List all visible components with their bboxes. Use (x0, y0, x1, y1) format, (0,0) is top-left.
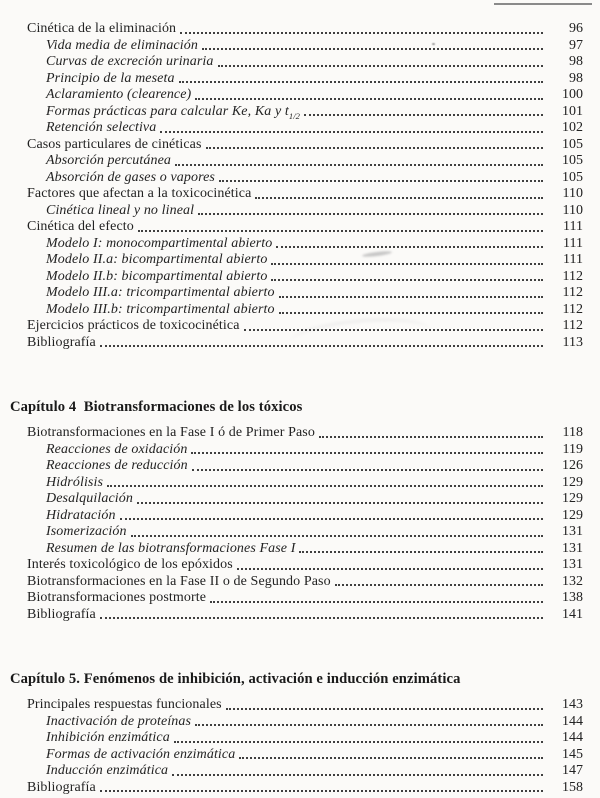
toc-entry-label: Cinética lineal y no lineal (46, 202, 195, 218)
toc-entry (27, 153, 583, 170)
toc-entry-title (46, 508, 116, 525)
toc-entry-title (46, 236, 272, 253)
toc-entry-title (46, 252, 267, 269)
toc-entry-label: Bibliografía (27, 779, 96, 795)
toc-entry-label: Casos particulares de cinéticas (27, 136, 202, 152)
page-number: 112 (562, 301, 583, 317)
dot-leader (179, 81, 543, 83)
toc-entry-title (46, 170, 215, 187)
toc-entry (27, 203, 583, 220)
toc-entry-title (46, 730, 170, 747)
toc-entry-label: Retención selectiva (46, 120, 157, 135)
page-number: 118 (562, 425, 583, 440)
toc-entry (27, 747, 583, 764)
toc-entry (27, 524, 583, 541)
toc-entry-title (46, 38, 198, 55)
toc-entry (27, 236, 583, 253)
toc-entry-label: Cinética del efecto (27, 219, 134, 234)
page-number: 101 (562, 103, 583, 119)
toc-entry-title (46, 153, 171, 170)
toc-entry (27, 21, 583, 38)
page-number: 105 (562, 153, 583, 168)
toc-entry-label: Cinética de la eliminación (27, 21, 177, 36)
dot-leader (226, 708, 543, 710)
toc-entry-title (46, 524, 127, 541)
toc-entry (27, 730, 583, 747)
page-number: 98 (569, 54, 583, 69)
dot-leader (279, 312, 543, 314)
toc-entry-title (46, 763, 168, 780)
toc-entry-title (46, 475, 103, 492)
toc-entry-title (46, 54, 214, 71)
page-number: 100 (562, 87, 583, 102)
toc-entry (27, 780, 583, 797)
toc-entry (27, 607, 583, 624)
page-number: 129 (562, 474, 583, 490)
dot-leader (138, 230, 543, 232)
toc-entry-title (46, 302, 275, 319)
toc-entry-label: Ejercicios prácticos de toxicocinética (27, 318, 240, 333)
toc-entry-label: Biotransformaciones en la Fase II o de Segundo Paso (27, 573, 331, 589)
toc-entry-title (27, 137, 202, 154)
toc-entry-title (46, 120, 156, 137)
dot-leader (206, 147, 543, 149)
toc-entry-label: Hidrólisis (46, 474, 104, 490)
toc-entry-title (27, 425, 315, 442)
toc-entry-label: Factores que afectan a la toxicocinética (27, 186, 252, 201)
page-number: 119 (562, 441, 583, 457)
toc-section (10, 398, 583, 623)
page-number: 144 (562, 730, 583, 745)
toc-entry (27, 186, 583, 203)
toc-entry (27, 71, 583, 88)
toc-entry-label: Interés toxicológico de los epóxidos (27, 557, 233, 572)
page-number: 126 (562, 458, 583, 473)
dot-leader (195, 724, 543, 726)
toc-entry (27, 425, 583, 442)
toc-entry (27, 269, 583, 286)
toc-entry-title (46, 269, 267, 286)
dot-leader (100, 345, 543, 347)
dot-leader (160, 131, 543, 133)
toc-entry (27, 442, 583, 459)
toc-entry-title (46, 87, 191, 104)
dot-leader (100, 617, 543, 619)
dot-leader (255, 197, 543, 199)
page-number: 158 (562, 779, 583, 795)
page-number: 147 (562, 763, 583, 778)
dot-leader (319, 436, 543, 438)
toc-entry-title (27, 186, 251, 203)
toc-entry-title (46, 714, 191, 731)
toc-entry-label: Formas prácticas para calcular Ke, Ka y t (46, 103, 289, 119)
toc-entry (27, 335, 583, 352)
toc-entry (27, 541, 583, 558)
dot-leader (304, 114, 543, 116)
toc-entry (27, 574, 583, 591)
toc-entry-label: Absorción de gases o vapores (46, 169, 215, 185)
toc-entry-title (46, 442, 187, 459)
toc-entry (27, 170, 583, 187)
toc-entry (27, 219, 583, 236)
page-number: 145 (562, 746, 583, 762)
toc-entry-title (27, 780, 96, 797)
toc-entry (27, 714, 583, 731)
toc-entry-label: Bibliografía (27, 606, 96, 622)
dot-leader (191, 452, 543, 454)
page-number: 129 (562, 507, 583, 523)
page-number: 105 (562, 136, 583, 152)
toc-entry-label: Bibliografía (27, 334, 96, 350)
toc-entry (27, 302, 583, 319)
toc-entry-title (46, 541, 295, 558)
page-number: 96 (569, 21, 583, 36)
toc-entry-label: Modelo I: monocompartimental abierto (46, 235, 273, 251)
page-number: 112 (562, 285, 583, 300)
page-number: 131 (562, 524, 583, 539)
dot-leader (180, 32, 543, 34)
toc-entry-label: Formas de activación enzimática (46, 746, 236, 762)
page-number: 112 (562, 268, 583, 284)
page-number: 131 (562, 557, 583, 572)
toc-entry-label: Modelo III.a: tricompartimental abierto (46, 285, 275, 300)
toc-entry-title (27, 318, 240, 335)
toc-entry-label: Desalquilación (46, 491, 133, 506)
toc-entry-title (27, 607, 96, 624)
toc-entry-label: Biotransformaciones postmorte (27, 590, 207, 605)
toc-entry-title (27, 21, 176, 38)
table-of-contents (10, 21, 583, 796)
toc-entry-title (27, 590, 206, 607)
page-number: 112 (562, 318, 583, 333)
dot-leader (335, 584, 543, 586)
toc-entry (27, 590, 583, 607)
toc-entry-title (46, 104, 300, 121)
chapter-heading: Capítulo 4 Biotransformaciones de los tóxicos (10, 399, 303, 415)
page-number: 111 (563, 219, 583, 234)
page-number: 110 (562, 202, 583, 218)
dot-leader (279, 296, 543, 298)
toc-entry-label: Curvas de excreción urinaria (46, 54, 214, 69)
toc-entry-label: Hidratación (46, 507, 116, 523)
page-number: 129 (562, 491, 583, 506)
toc-entry-title (27, 335, 96, 352)
page-number: 97 (569, 37, 583, 53)
toc-entry (27, 491, 583, 508)
toc-section (27, 21, 583, 351)
toc-entry-title (46, 285, 275, 302)
toc-entry (27, 120, 583, 137)
page-number: 138 (562, 590, 583, 605)
toc-entry-title (27, 557, 233, 574)
toc-entry (27, 318, 583, 335)
dot-leader (219, 180, 543, 182)
toc-entry-label: Reacciones de oxidación (46, 441, 188, 457)
dot-leader (218, 65, 543, 67)
toc-entry-title (46, 203, 194, 220)
dot-leader (271, 263, 543, 265)
dot-leader (195, 98, 543, 100)
toc-entry-label: Inducción enzimática (46, 763, 169, 778)
toc-section (10, 670, 583, 796)
header-rule (494, 3, 592, 5)
toc-entry-title (27, 574, 331, 591)
toc-entry-label: Isomerización (46, 524, 127, 539)
dot-leader (237, 568, 543, 570)
toc-entry (27, 252, 583, 269)
dot-leader (172, 774, 543, 776)
dot-leader (100, 790, 543, 792)
chapter-heading: Capítulo 5. Fenómenos de inhibición, activación e inducción enzimática (10, 671, 461, 687)
page-number: 144 (562, 713, 583, 729)
dot-leader (107, 485, 543, 487)
toc-entry (27, 285, 583, 302)
dot-leader (276, 246, 543, 248)
dot-leader (131, 535, 543, 537)
toc-entry-label: Absorción percutánea (46, 153, 171, 168)
dot-leader (210, 601, 543, 603)
toc-entry-label: Modelo II.a: bicompartimental abierto (46, 252, 268, 267)
page-number: 143 (562, 697, 583, 712)
page-number: 111 (563, 235, 583, 251)
dot-leader (175, 164, 543, 166)
toc-entry-label: Modelo III.b: tricompartimental abierto (46, 301, 275, 317)
page-number: 105 (562, 169, 583, 185)
toc-entry (27, 87, 583, 104)
dot-leader (239, 757, 543, 759)
toc-entry-label: Inhibición enzimática (46, 730, 170, 745)
toc-entry-label: Biotransformaciones en la Fase I ó de Primer Paso (27, 425, 315, 440)
dot-leader (137, 502, 543, 504)
toc-entry-label: Inactivación de proteínas (46, 713, 192, 729)
toc-entry-label: Vida media de eliminación (46, 37, 198, 53)
toc-entry (27, 38, 583, 55)
toc-entry-label: Reacciones de reducción (46, 458, 188, 473)
page-number: 132 (562, 573, 583, 589)
toc-entry (27, 763, 583, 780)
toc-entry-title (46, 458, 188, 475)
toc-entry (27, 104, 583, 121)
dot-leader (299, 551, 543, 553)
toc-entry-title (46, 71, 175, 88)
toc-entry (27, 508, 583, 525)
toc-entry-label-subscript: 1/2 (288, 110, 301, 121)
page-number: 113 (562, 334, 583, 350)
page-number: 110 (562, 186, 583, 201)
toc-entry (27, 475, 583, 492)
page-number: 102 (562, 120, 583, 135)
dot-leader (120, 518, 543, 520)
toc-entry-label: Resumen de las biotransformaciones Fase I (46, 540, 296, 556)
toc-entry (27, 697, 583, 714)
toc-entry-label: Modelo II.b: bicompartimental abierto (46, 268, 268, 284)
toc-entry (27, 54, 583, 71)
dot-leader (174, 741, 543, 743)
toc-entry-title (46, 491, 133, 508)
toc-entry-title (27, 219, 134, 236)
toc-entry-label: Aclaramiento (clearence) (46, 87, 192, 102)
page-number: 98 (569, 70, 583, 86)
dot-leader (198, 213, 543, 215)
page-number: 131 (562, 540, 583, 556)
dot-leader (192, 469, 543, 471)
page-number: 111 (563, 252, 583, 267)
toc-entry-label: Principales respuestas funcionales (27, 697, 222, 712)
toc-entry (27, 458, 583, 475)
dot-leader (202, 48, 543, 50)
toc-entry-title (46, 747, 235, 764)
dot-leader (271, 279, 543, 281)
toc-entry (27, 557, 583, 574)
page-number: 141 (562, 606, 583, 622)
toc-entry (27, 137, 583, 154)
toc-entry-title (27, 697, 222, 714)
dot-leader (244, 329, 543, 331)
toc-entry-label: Principio de la meseta (46, 70, 175, 86)
